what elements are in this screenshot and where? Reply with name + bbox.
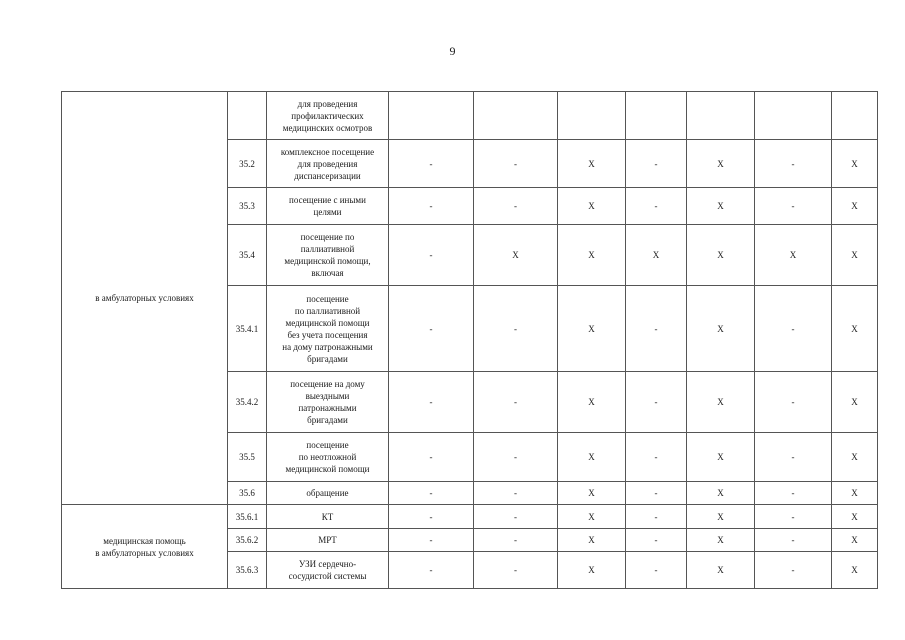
row-mark: - <box>389 225 474 286</box>
row-code: 35.6 <box>228 482 267 505</box>
row-mark: - <box>755 552 832 589</box>
row-mark: X <box>687 433 755 482</box>
row-mark: X <box>687 552 755 589</box>
row-name: посещение по неотложной медицинской помощи <box>267 433 389 482</box>
row-mark <box>626 92 687 140</box>
row-mark: X <box>687 505 755 529</box>
row-mark: X <box>558 529 626 552</box>
table-row <box>62 92 878 140</box>
row-mark: X <box>832 482 878 505</box>
row-mark: - <box>626 505 687 529</box>
row-mark <box>389 92 474 140</box>
row-mark: X <box>687 225 755 286</box>
row-name: для проведения профилактических медицинских осмотров <box>267 92 389 140</box>
row-code: 35.4 <box>228 225 267 286</box>
row-mark: X <box>558 433 626 482</box>
row-mark: - <box>626 372 687 433</box>
row-mark: - <box>389 529 474 552</box>
row-mark: X <box>832 188 878 225</box>
row-mark: - <box>755 505 832 529</box>
row-mark: X <box>687 482 755 505</box>
row-mark: - <box>389 505 474 529</box>
row-mark: - <box>474 505 558 529</box>
row-mark: - <box>474 552 558 589</box>
row-mark: - <box>626 188 687 225</box>
row-mark: X <box>832 140 878 188</box>
row-mark: - <box>755 529 832 552</box>
row-name: КТ <box>267 505 389 529</box>
row-mark: - <box>755 140 832 188</box>
row-mark: - <box>474 433 558 482</box>
row-code <box>228 92 267 140</box>
row-name: МРТ <box>267 529 389 552</box>
row-mark: - <box>474 286 558 372</box>
row-mark: X <box>832 372 878 433</box>
row-mark: - <box>755 482 832 505</box>
row-mark: - <box>389 372 474 433</box>
row-mark: X <box>832 433 878 482</box>
row-code: 35.5 <box>228 433 267 482</box>
row-mark: X <box>832 505 878 529</box>
row-mark <box>474 92 558 140</box>
row-code: 35.3 <box>228 188 267 225</box>
row-mark: X <box>558 286 626 372</box>
row-name: посещение с иными целями <box>267 188 389 225</box>
row-name: посещение по паллиативной медицинской помощи без учета посещения на дому патронажными бригадами <box>267 286 389 372</box>
row-code: 35.6.2 <box>228 529 267 552</box>
row-mark: - <box>474 140 558 188</box>
row-mark: - <box>389 188 474 225</box>
row-mark: X <box>558 505 626 529</box>
row-mark: - <box>474 529 558 552</box>
row-mark <box>558 92 626 140</box>
row-mark <box>687 92 755 140</box>
row-mark <box>755 92 832 140</box>
row-code: 35.4.1 <box>228 286 267 372</box>
row-mark: X <box>558 372 626 433</box>
row-code: 35.6.3 <box>228 552 267 589</box>
row-mark: - <box>755 372 832 433</box>
row-mark: X <box>558 482 626 505</box>
row-mark: X <box>687 529 755 552</box>
row-mark: X <box>626 225 687 286</box>
row-mark: - <box>389 552 474 589</box>
row-mark: - <box>389 482 474 505</box>
row-mark: - <box>626 433 687 482</box>
row-code: 35.6.1 <box>228 505 267 529</box>
row-mark: - <box>626 140 687 188</box>
row-name: обращение <box>267 482 389 505</box>
row-mark: - <box>626 552 687 589</box>
row-mark: X <box>687 372 755 433</box>
row-mark: - <box>755 188 832 225</box>
row-mark: - <box>626 286 687 372</box>
row-mark: - <box>626 482 687 505</box>
row-mark: - <box>474 372 558 433</box>
section-label: медицинская помощь в амбулаторных условиях <box>62 505 228 589</box>
row-mark: - <box>626 529 687 552</box>
row-mark: - <box>389 433 474 482</box>
row-mark: - <box>755 433 832 482</box>
row-mark: - <box>474 188 558 225</box>
row-mark: X <box>474 225 558 286</box>
row-mark: X <box>832 529 878 552</box>
row-name: комплексное посещение для проведения диспансеризации <box>267 140 389 188</box>
row-code: 35.2 <box>228 140 267 188</box>
row-mark: - <box>474 482 558 505</box>
row-name: УЗИ сердечно- сосудистой системы <box>267 552 389 589</box>
row-mark: X <box>558 225 626 286</box>
row-name: посещение по паллиативной медицинской помощи, включая <box>267 225 389 286</box>
row-mark: X <box>558 140 626 188</box>
row-mark: X <box>558 188 626 225</box>
row-mark: - <box>389 286 474 372</box>
row-mark: - <box>389 140 474 188</box>
row-mark: X <box>687 188 755 225</box>
row-mark: X <box>558 552 626 589</box>
row-mark: X <box>832 552 878 589</box>
row-name: посещение на дому выездными патронажными бригадами <box>267 372 389 433</box>
row-mark: X <box>687 286 755 372</box>
page-number: 9 <box>449 44 456 58</box>
services-table <box>61 91 878 589</box>
section-label: в амбулаторных условиях <box>62 92 228 505</box>
row-code: 35.4.2 <box>228 372 267 433</box>
row-mark: - <box>755 286 832 372</box>
row-mark: X <box>832 225 878 286</box>
table-row <box>62 505 878 529</box>
row-mark <box>832 92 878 140</box>
row-mark: X <box>755 225 832 286</box>
row-mark: X <box>687 140 755 188</box>
row-mark: X <box>832 286 878 372</box>
